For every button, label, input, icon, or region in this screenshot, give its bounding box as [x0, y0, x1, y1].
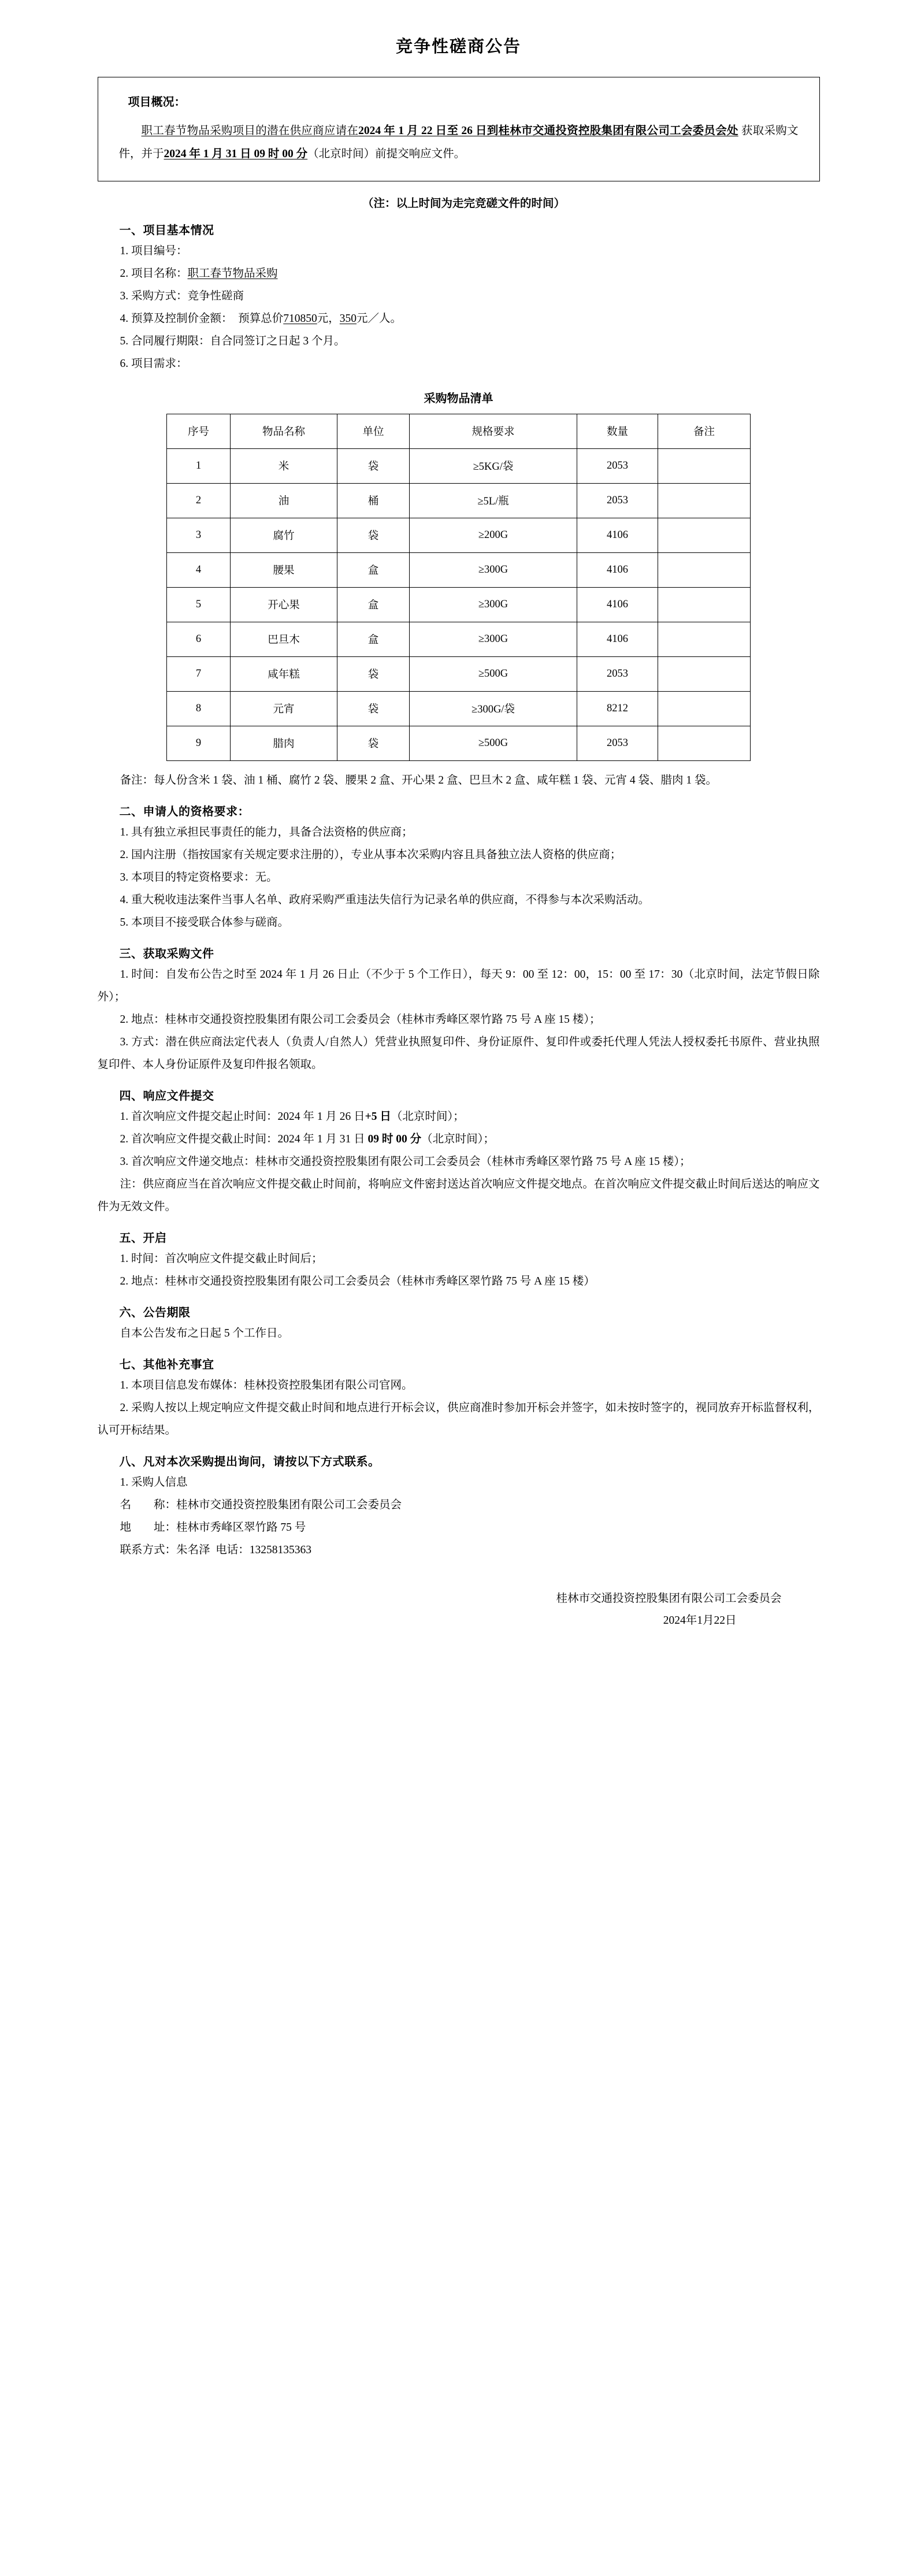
submission-item-1 — [98, 1105, 820, 1128]
table-row — [167, 448, 751, 483]
cell-no: 5 — [167, 587, 231, 622]
cell-spec: ≥300G — [410, 587, 577, 622]
supplementary-item-1: 1. 本项目信息发布媒体：桂林投资控股集团有限公司官网。 — [120, 1379, 413, 1391]
overview-segment-project: 职工春节物品采购项目的潜在供应商应请在 — [141, 125, 359, 137]
budget-mid: 元， — [317, 312, 340, 325]
announcement-period-body: 自本公告发布之日起 5 个工作日。 — [120, 1327, 289, 1339]
cell-spec: ≥500G — [410, 656, 577, 691]
goods-table-remark: 备注：每人份含米 1 袋、油 1 桶、腐竹 2 袋、腰果 2 盒、开心果 2 盒、巴旦木 2 盒、咸年糕 1 袋、元宵 4 袋、腊肉 1 袋。 — [120, 774, 718, 786]
signature-date: 2024年1月22日 — [663, 1614, 737, 1627]
qualification-item-1: 1. 具有独立承担民事责任的能力，具备合法资格的供应商； — [120, 826, 413, 838]
contact-name-value: 桂林市交通投资控股集团有限公司工会委员会 — [176, 1498, 402, 1511]
cell-spec: ≥200G — [410, 518, 577, 552]
cell-qty: 8212 — [577, 691, 658, 726]
table-row — [167, 587, 751, 622]
overview-segment-dates: 2024 年 1 月 22 日至 26 日到桂林市交通投资控股集团有限公司工会委员会处 — [358, 125, 738, 137]
basic-info-item-3: 3. 采购方式：竞争性磋商 — [120, 289, 244, 302]
goods-table-title: 采购物品清单 — [424, 392, 493, 405]
cell-remark — [658, 622, 751, 656]
table-header-no: 序号 — [167, 414, 231, 448]
cell-remark — [658, 518, 751, 552]
opening-item-1: 1. 时间：首次响应文件提交截止时间后； — [120, 1252, 323, 1265]
basic-info-item-6: 6. 项目需求： — [120, 357, 188, 370]
table-header-qty: 数量 — [577, 414, 658, 448]
cell-remark — [658, 552, 751, 587]
cell-unit: 袋 — [337, 518, 410, 552]
submission-item-2 — [98, 1128, 820, 1150]
cell-remark — [658, 726, 751, 760]
section-heading-opening: 五、开启 — [119, 1231, 167, 1245]
section-heading-supplementary: 七、其他补充事宜 — [119, 1358, 214, 1371]
cell-qty: 2053 — [577, 656, 658, 691]
cell-qty: 4106 — [577, 622, 658, 656]
cell-qty: 4106 — [577, 552, 658, 587]
cell-qty: 2053 — [577, 726, 658, 760]
cell-unit: 袋 — [337, 448, 410, 483]
budget-total-value: 710850 — [283, 312, 317, 325]
overview-label: 项目概况： — [128, 96, 186, 109]
cell-name: 元宵 — [231, 691, 337, 726]
cell-unit: 盒 — [337, 587, 410, 622]
table-row — [167, 691, 751, 726]
contact-phone-row — [98, 1539, 820, 1561]
cell-spec: ≥300G/袋 — [410, 691, 577, 726]
cell-no: 4 — [167, 552, 231, 587]
cell-remark — [658, 483, 751, 518]
table-header-row — [167, 414, 751, 448]
cell-no: 6 — [167, 622, 231, 656]
section-heading-basic-info: 一、项目基本情况 — [119, 224, 214, 237]
phone-number: 13258135363 — [249, 1543, 312, 1556]
cell-name: 腊肉 — [231, 726, 337, 760]
section-heading-obtain-documents: 三、获取采购文件 — [119, 947, 214, 960]
cell-unit: 桶 — [337, 483, 410, 518]
cell-remark — [658, 691, 751, 726]
cell-unit: 袋 — [337, 691, 410, 726]
signature-organization: 桂林市交通投资控股集团有限公司工会委员会 — [556, 1592, 782, 1605]
obtain-item-3: 3. 方式：潜在供应商法定代表人（负责人/自然人）凭营业执照复印件、身份证原件、复印件或委托代理人凭法人授权委托书原件、营业执照复印件、本人身份证原件及复印件报名领取。 — [97, 1035, 820, 1071]
cell-qty: 2053 — [577, 448, 658, 483]
table-header-name: 物品名称 — [231, 414, 337, 448]
obtain-item-2: 2. 地点：桂林市交通投资控股集团有限公司工会委员会（桂林市秀峰区翠竹路 75 号 A 座 15 楼）； — [120, 1013, 601, 1026]
document-content — [98, 221, 820, 1632]
basic-info-item-2-label: 2. 项目名称： — [120, 267, 188, 280]
cell-qty: 4106 — [577, 587, 658, 622]
basic-info-item-1: 1. 项目编号： — [120, 244, 188, 257]
qualification-item-2: 2. 国内注册（指按国家有关规定要求注册的），专业从事本次采购内容且具备独立法人资格的供应商； — [120, 848, 622, 861]
cell-no: 3 — [167, 518, 231, 552]
contact-address-value: 桂林市秀峰区翠竹路 75 号 — [176, 1521, 306, 1534]
cell-name: 油 — [231, 483, 337, 518]
phone-label: 电话： — [216, 1543, 250, 1556]
contact-name-label: 名 称： — [120, 1498, 177, 1511]
cell-spec: ≥500G — [410, 726, 577, 760]
goods-table — [166, 414, 751, 761]
section-heading-qualification: 二、申请人的资格要求： — [119, 805, 250, 818]
cell-no: 1 — [167, 448, 231, 483]
overview-paragraph — [119, 120, 799, 166]
cell-remark — [658, 656, 751, 691]
cell-name: 咸年糕 — [231, 656, 337, 691]
table-row — [167, 483, 751, 518]
contact-name-row — [98, 1494, 820, 1516]
table-row — [167, 656, 751, 691]
contact-address-label: 地 址： — [120, 1521, 177, 1534]
cell-remark — [658, 448, 751, 483]
cell-spec: ≥5KG/袋 — [410, 448, 577, 483]
basic-info-item-4 — [98, 307, 820, 330]
submission-deadline-time: 09 时 00 分 — [367, 1133, 422, 1145]
table-row — [167, 518, 751, 552]
cell-no: 2 — [167, 483, 231, 518]
submission-item-1-highlight: +5 日 — [365, 1110, 391, 1123]
basic-info-item-5: 5. 合同履行期限：自合同签订之日起 3 个月。 — [120, 335, 346, 347]
cell-qty: 2053 — [577, 483, 658, 518]
cell-unit: 盒 — [337, 622, 410, 656]
budget-suffix: 元／人。 — [357, 312, 402, 325]
cell-qty: 4106 — [577, 518, 658, 552]
project-overview-box — [98, 77, 820, 181]
submission-item-2-suffix: （北京时间）； — [421, 1133, 495, 1145]
cell-unit: 袋 — [337, 726, 410, 760]
cell-name: 腰果 — [231, 552, 337, 587]
cell-spec: ≥5L/瓶 — [410, 483, 577, 518]
opening-item-2: 2. 地点：桂林市交通投资控股集团有限公司工会委员会（桂林市秀峰区翠竹路 75 号 A 座 15 楼） — [120, 1275, 595, 1287]
cell-spec: ≥300G — [410, 552, 577, 587]
contact-person-name: 朱名泽 — [176, 1543, 210, 1556]
basic-info-item-2 — [98, 262, 820, 285]
contact-address-row — [98, 1516, 820, 1539]
contact-subheading: 1. 采购人信息 — [120, 1476, 188, 1489]
cell-name: 开心果 — [231, 587, 337, 622]
cell-no: 8 — [167, 691, 231, 726]
section-heading-announcement-period: 六、公告期限 — [119, 1306, 191, 1319]
submission-item-1-prefix: 1. 首次响应文件提交起止时间：2024 年 1 月 26 日 — [120, 1110, 365, 1123]
qualification-item-3: 3. 本项目的特定资格要求：无。 — [120, 871, 278, 884]
cell-name: 米 — [231, 448, 337, 483]
qualification-item-5: 5. 本项目不接受联合体参与磋商。 — [120, 916, 289, 929]
project-name-value: 职工春节物品采购 — [187, 267, 278, 280]
time-note: （注：以上时间为走完竞磋文件的时间） — [362, 196, 565, 210]
contact-method-label: 联系方式： — [120, 1543, 177, 1556]
submission-note: 注：供应商应当在首次响应文件提交截止时间前，将响应文件密封送达首次响应文件提交地点。在首次响应文件提交截止时间后送达的响应文件为无效文件。 — [97, 1178, 820, 1213]
budget-unit-price-value: 350 — [339, 312, 357, 325]
submission-item-3: 3. 首次响应文件递交地点：桂林市交通投资控股集团有限公司工会委员会（桂林市秀峰区翠竹路 75 号 A 座 15 楼）； — [120, 1155, 691, 1168]
overview-segment-deadline: 2024 年 1 月 31 日 09 时 00 分 — [164, 147, 308, 160]
table-row — [167, 622, 751, 656]
cell-unit: 盒 — [337, 552, 410, 587]
section-heading-contact: 八、凡对本次采购提出询问，请按以下方式联系。 — [119, 1455, 380, 1468]
cell-no: 9 — [167, 726, 231, 760]
table-header-remark: 备注 — [658, 414, 751, 448]
submission-item-1-suffix: （北京时间）； — [391, 1110, 465, 1123]
signature-block — [98, 1588, 820, 1632]
cell-unit: 袋 — [337, 656, 410, 691]
qualification-item-4: 4. 重大税收违法案件当事人名单、政府采购严重违法失信行为记录名单的供应商，不得参与本次采购活动。 — [120, 893, 650, 906]
cell-name: 巴旦木 — [231, 622, 337, 656]
page-title: 竞争性磋商公告 — [395, 38, 521, 56]
budget-label: 4. 预算及控制价金额： — [120, 312, 233, 325]
submission-item-2-prefix: 2. 首次响应文件提交截止时间：2024 年 1 月 31 日 — [120, 1133, 368, 1145]
cell-spec: ≥300G — [410, 622, 577, 656]
cell-name: 腐竹 — [231, 518, 337, 552]
budget-prefix: 预算总价 — [238, 312, 284, 325]
table-row — [167, 726, 751, 760]
table-header-spec: 规格要求 — [410, 414, 577, 448]
cell-remark — [658, 587, 751, 622]
supplementary-item-2: 2. 采购人按以上规定响应文件提交截止时间和地点进行开标会议，供应商准时参加开标会并签字，如未按时签字的，视同放弃开标监督权利，认可开标结果。 — [97, 1401, 820, 1437]
cell-no: 7 — [167, 656, 231, 691]
overview-segment-obtain: 获取采购文件，并于 — [118, 125, 799, 160]
obtain-item-1: 1. 时间：自发布公告之时至 2024 年 1 月 26 日止（不少于 5 个工作日），每天 9：00 至 12：00，15：00 至 17：30（北京时间，法定节假日除外）； — [97, 968, 820, 1003]
overview-segment-tail: （北京时间）前提交响应文件。 — [307, 147, 466, 160]
table-header-unit: 单位 — [337, 414, 410, 448]
table-row — [167, 552, 751, 587]
section-heading-submission: 四、响应文件提交 — [119, 1089, 214, 1103]
